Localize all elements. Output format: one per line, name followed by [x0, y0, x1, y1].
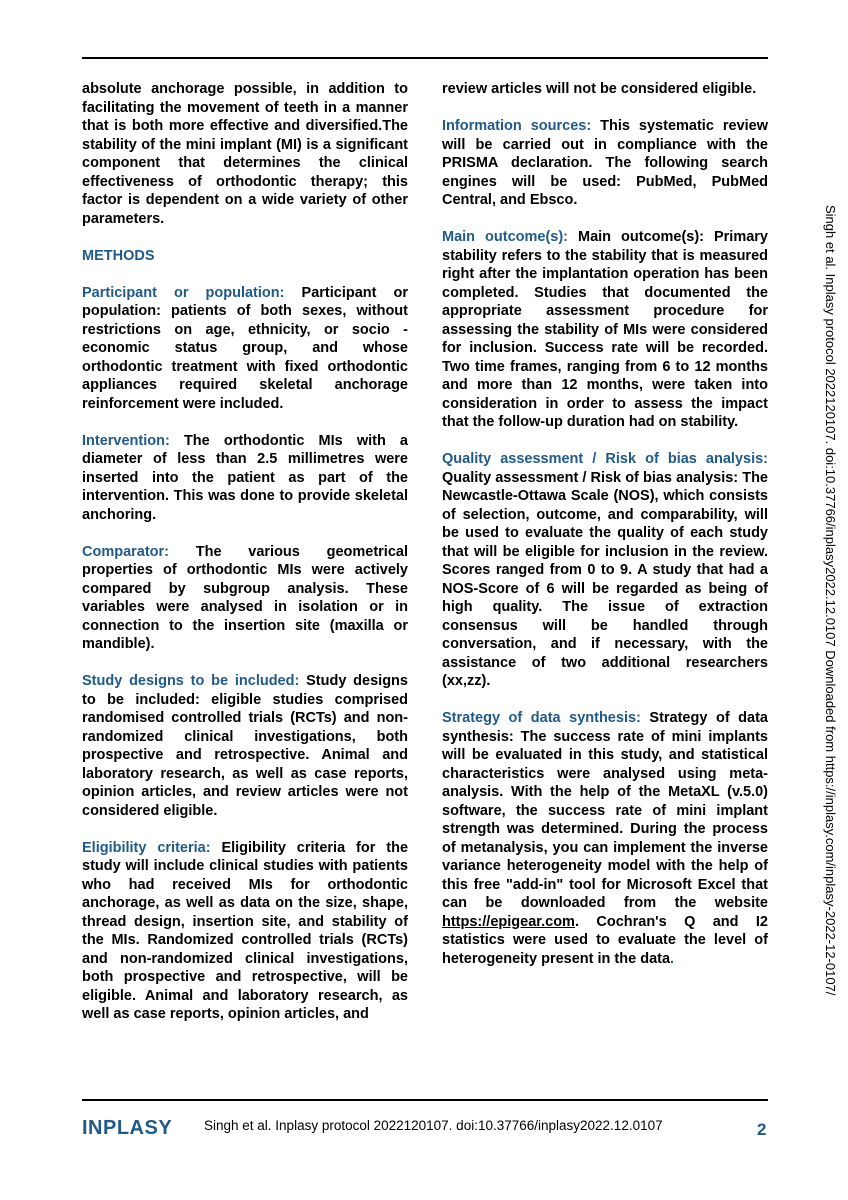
eligibility-paragraph: [82, 839, 408, 1024]
quality-paragraph: [442, 450, 768, 691]
participant-text: Participant or population: patients of both sexes, without restrictions on age, ethnicity, or socio - economic status group, and whose orthodontic treatment with fixed orthodontic appliances required skeletal anchorage reinforcement were included.: [82, 284, 409, 412]
comparator-paragraph: [82, 543, 408, 654]
intervention-paragraph: [82, 432, 408, 525]
synthesis-end: .: [670, 950, 675, 967]
intro-paragraph: absolute anchorage possible, in addition to facilitating the movement of teeth in a manner that is both more effective and diversified.The stability of the mini implant (MI) is a significant component that determines the clinical effectiveness of orthodontic therapy; this factor is dependent on a wide variety of other parameters.: [82, 81, 408, 227]
left-column: [82, 80, 408, 1042]
page-number: 2: [757, 1120, 767, 1139]
eligibility-label: Eligibility criteria:: [82, 839, 211, 856]
synthesis-text-2: . Cochran's Q and I2 statistics were used to evaluate the level of heterogeneity present in the data: [442, 913, 768, 967]
synthesis-paragraph: [442, 709, 768, 968]
study-designs-text: Study designs to be included: eligible studies comprised randomised controlled trials (RCTs) and non-randomized clinical investigations, both prospective and retrospective. Animal and laboratory research, as well as case reports, opinion articles, and review articles were not considered eligible.: [82, 673, 408, 819]
quality-text: Quality assessment / Risk of bias analysis: The Newcastle-Ottawa Scale (NOS), which consists of selection, outcome, and comparability, will be used to evaluate the quality of each study that will be eligible for inclusion in the review. Scores ranged from 0 to 9. A study that had a NOS-Score of 6 will be regarded as being of high quality. The issue of extraction consensus will be handled through conversation, and if necessary, with the assistance of two additional researchers (xx,zz).: [442, 469, 768, 689]
right-column: [442, 80, 768, 987]
eligibility-text: Eligibility criteria for the study will include clinical studies with patients who had received MIs for orthodontic anchorage, as well as data on the size, shape, thread design, insertion site, and stability of the MIs. Randomized controlled trials (RCTs) and non-randomized clinical investigations, both prospective and retrospective, will be eligible. Animal and laboratory research, as well as case reports, opinion articles, and: [82, 839, 409, 1022]
footer-citation: Singh et al. Inplasy protocol 2022120107. doi:10.37766/inplasy2022.12.0107: [204, 1118, 663, 1133]
info-sources-paragraph: [442, 117, 768, 210]
epigear-link[interactable]: https://epigear.com: [442, 913, 575, 930]
footer-brand: INPLASY: [82, 1117, 173, 1139]
participant-label: Participant or population:: [82, 284, 285, 301]
side-citation-text: Singh et al. Inplasy protocol 2022120107. doi:10.37766/inplasy2022.12.0107 Downloaded from https://inplasy.com/inplasy-2022-12-0107/: [823, 205, 838, 996]
main-outcome-label: Main outcome(s):: [442, 229, 568, 245]
info-sources-label: Information sources:: [442, 118, 592, 134]
main-outcome-paragraph: [442, 228, 768, 432]
main-outcome-text: Main outcome(s): Primary stability refers to the stability that is measured right after the implantation operation has been completed. Studies that documented the appropriate assessment procedure for assessing the stability of MIs were considered for inclusion. Success rate will be recorded. Two time frames, ranging from 6 to 12 months and more than 12 months, were taken into consideration in order to assess the impact that the follow-up duration had on stability.: [442, 229, 768, 430]
info-sources-text: This systematic review will be carried out in compliance with the PRISMA declaration. The following search engines will be used: PubMed, PubMed Central, and Ebsco.: [442, 118, 769, 208]
comparator-label: Comparator:: [82, 543, 170, 560]
side-citation: [824, 205, 838, 1105]
top-rule: [82, 57, 768, 59]
study-designs-paragraph: [82, 672, 408, 820]
quality-label: Quality assessment / Risk of bias analysis:: [442, 451, 768, 467]
participant-paragraph: [82, 284, 408, 414]
synthesis-text-1: Strategy of data synthesis: The success rate of mini implants will be evaluated in this study, and statistical characteristics were analysed using meta-analysis. With the help of the MetaXL (v.5.0) software, the success rate of mini implant strength was determined. During the process of metanalysis, you can implement the inverse variance heterogeneity model with the help of this free "add-in" tool for Microsoft Excel that can be downloaded from the website: [442, 710, 768, 911]
continuation-paragraph: review articles will not be considered eligible.: [442, 81, 757, 97]
synthesis-label: Strategy of data synthesis:: [442, 710, 641, 726]
intervention-label: Intervention:: [82, 432, 170, 449]
study-designs-label: Study designs to be included:: [82, 673, 300, 689]
methods-heading: METHODS: [82, 247, 155, 264]
bottom-rule: [82, 1099, 768, 1101]
comparator-text: The various geometrical properties of orthodontic MIs were actively compared by subgroup analysis. These variables were analysed in isolation or in connection to the insertion site (maxilla or mandible).: [82, 543, 408, 652]
intervention-text: The orthodontic MIs with a diameter of less than 2.5 millimetres were inserted into the patient as part of the intervention. This was done to provide skeletal anchoring.: [82, 432, 408, 523]
